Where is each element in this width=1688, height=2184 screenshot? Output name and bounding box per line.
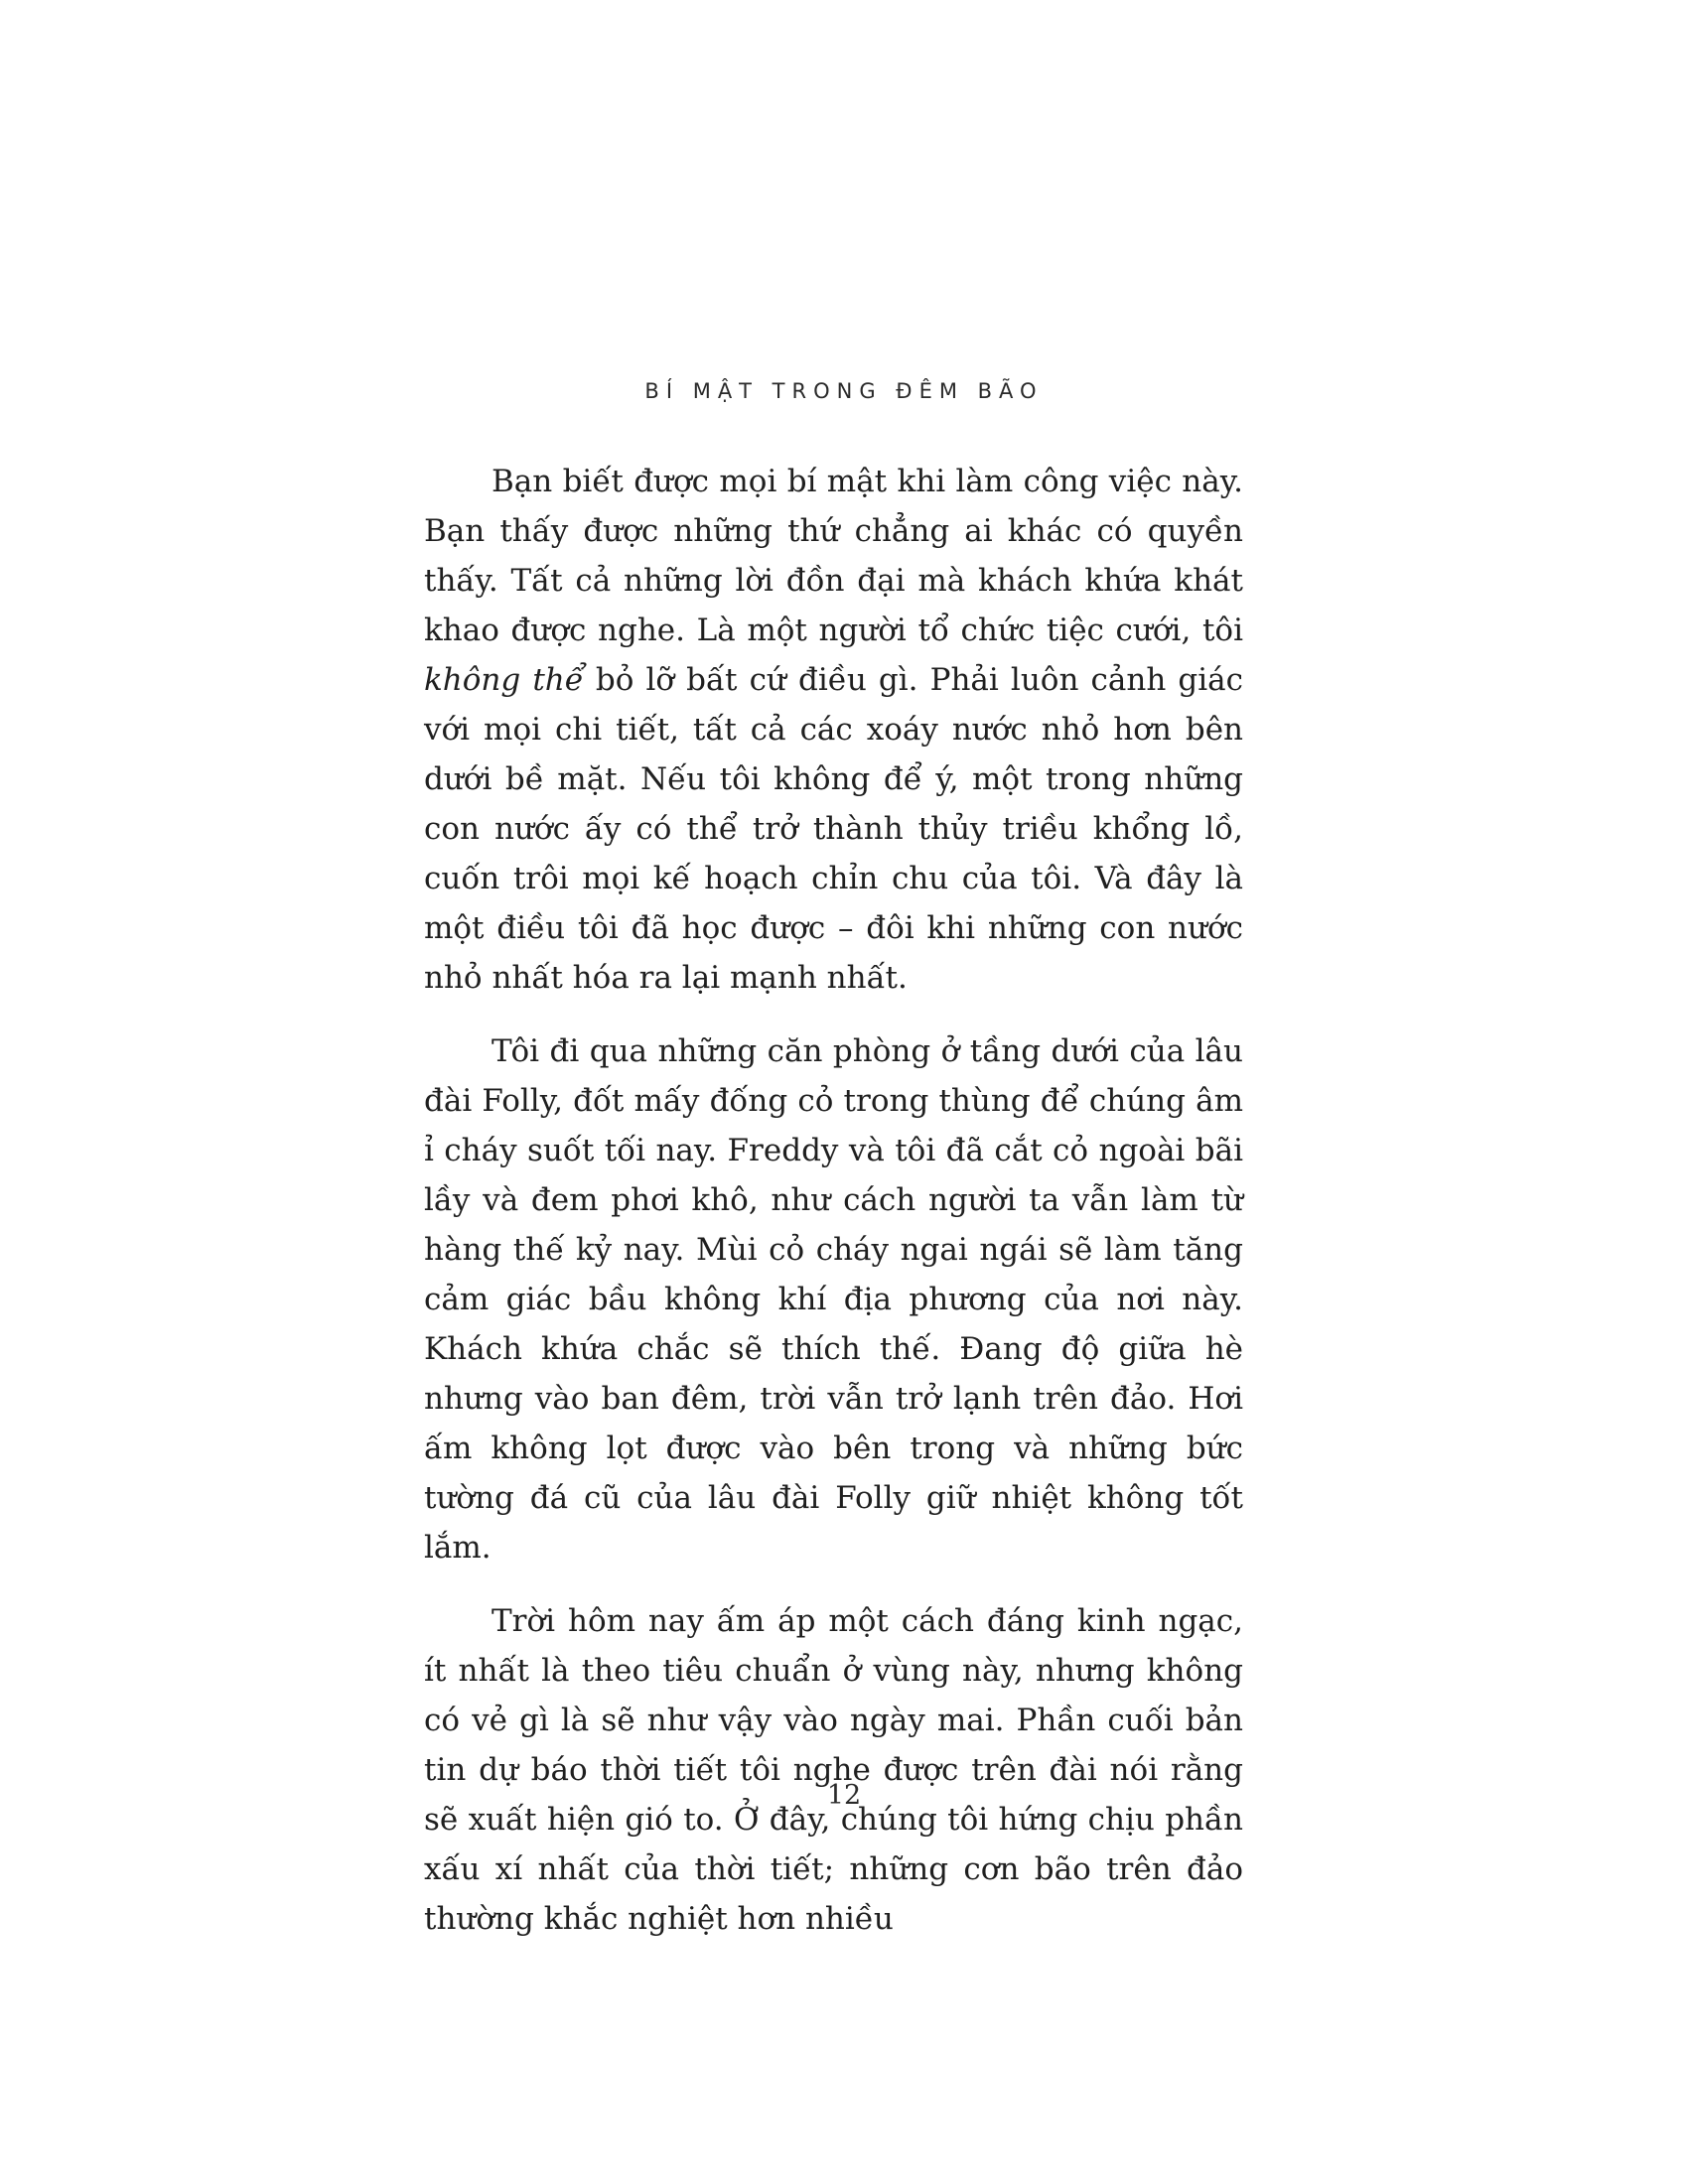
paragraph-2: Tôi đi qua những căn phòng ở tầng dưới của lâu đài Folly, đốt mấy đống cỏ trong thùng để chúng âm ỉ cháy suốt tối nay. Freddy và tôi đã cắt cỏ ngoài bãi lầy và đem phơi khô, như cách người ta vẫn làm từ hàng thế kỷ nay. Mùi cỏ cháy ngai ngái sẽ làm tăng cảm giác bầu không khí địa phương của nơi này. Khách khứa chắc sẽ thích thế. Đang độ giữa hè nhưng vào ban đêm, trời vẫn trở lạnh trên đảo. Hơi ấm không lọt được vào bên trong và những bức tường đá cũ của lâu đài Folly giữ nhiệt không tốt lắm. — [424, 1033, 1243, 1566]
paragraph-3: Trời hôm nay ấm áp một cách đáng kinh ngạc, ít nhất là theo tiêu chuẩn ở vùng này, nhưng không có vẻ gì là sẽ như vậy vào ngày mai. Phần cuối bản tin dự báo thời tiết tôi nghe được trên đài nói rằng sẽ xuất hiện gió to. Ở đây, chúng tôi hứng chịu phần xấu xí nhất của thời tiết; những cơn bão trên đảo thường khắc nghiệt hơn nhiều — [424, 1603, 1243, 1937]
paragraph-1-text-before: Bạn biết được mọi bí mật khi làm công việc này. Bạn thấy được những thứ chẳng ai khác có quyền thấy. Tất cả những lời đồn đại mà khách khứa khát khao được nghe. Là một người tổ chức tiệc cưới, tôi — [424, 464, 1243, 648]
paragraph-1-emphasis: không thể — [424, 662, 584, 698]
body-text — [424, 457, 1243, 1944]
running-header: BÍ MẬT TRONG ĐÊM BÃO — [644, 379, 1044, 403]
paragraph-1-text-after: bỏ lỡ bất cứ điều gì. Phải luôn cảnh giác với mọi chi tiết, tất cả các xoáy nước nhỏ hơn bên dưới bề mặt. Nếu tôi không để ý, một trong những con nước ấy có thể trở thành thủy triều khổng lồ, cuốn trôi mọi kế hoạch chỉn chu của tôi. Và đây là một điều tôi đã học được – đôi khi những con nước nhỏ nhất hóa ra lại mạnh nhất. — [424, 662, 1243, 996]
paragraph-1 — [424, 457, 1243, 1003]
page-number: 12 — [826, 1780, 862, 1811]
